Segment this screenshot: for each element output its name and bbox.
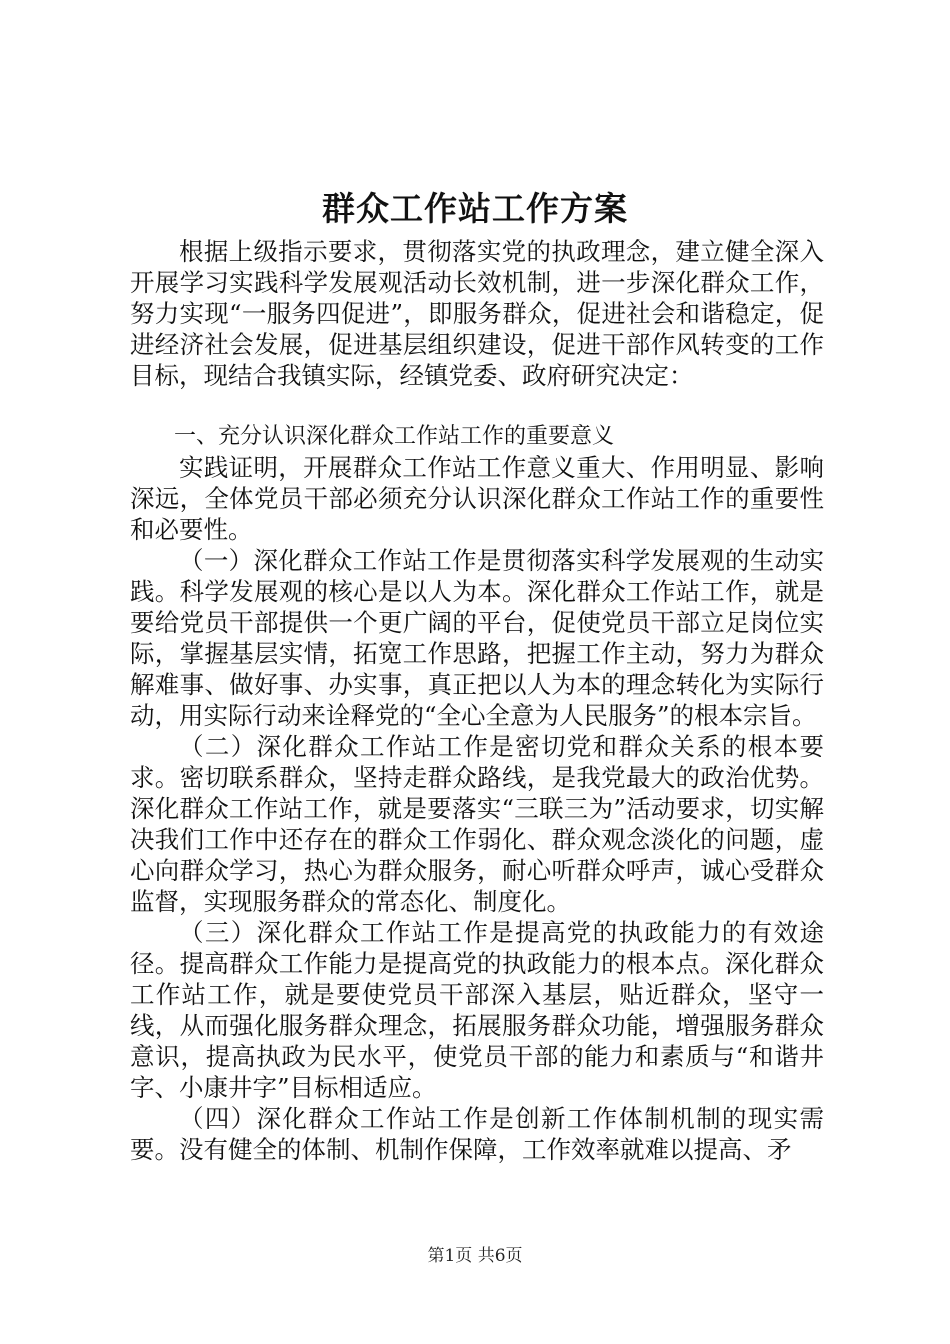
section-heading: 一、充分认识深化群众工作站工作的重要意义 [174, 424, 615, 449]
intro-paragraph: 根据上级指示要求，贯彻落实党的执政理念，建立健全深入开展学习实践科学发展观活动长效机制，进一步深化群众工作，努力实现“一服务四促进”，即服务群众，促进社会和谐稳定，促进经济社会发展，促进基层组织建设，促进干部作风转变的工作目标，现结合我镇实际，经镇党委、政府研究决定： [130, 237, 824, 390]
paragraph-gap [130, 391, 824, 421]
point-one-paragraph: （一）深化群众工作站工作是贯彻落实科学发展观的生动实践。科学发展观的核心是以人为本。深化群众工作站工作，就是要给党员干部提供一个更广阔的平台，促使党员干部立足岗位实际，掌握基层实情，拓宽工作思路，把握工作主动，努力为群众解难事、做好事、办实事，真正把以人为本的理念转化为实际行动，用实际行动来诠释党的“全心全意为人民服务”的根本宗旨。 [130, 546, 824, 730]
section-intro-paragraph: 实践证明，开展群众工作站工作意义重大、作用明显、影响深远，全体党员干部必须充分认识深化群众工作站工作的重要性和必要性。 [130, 453, 824, 544]
point-four-paragraph: （四）深化群众工作站工作是创新工作体制机制的现实需要。没有健全的体制、机制作保障，工作效率就难以提高、矛 [130, 1104, 824, 1164]
document-title: 群众工作站工作方案 [322, 189, 628, 228]
point-three-paragraph: （三）深化群众工作站工作是提高党的执政能力的有效途径。提高群众工作能力是提高党的执政能力的根本点。深化群众工作站工作，就是要使党员干部深入基层，贴近群众，坚守一线，从而强化服务群众理念，拓展服务群众功能，增强服务群众意识，提高执政为民水平，使党员干部的能力和素质与“和谐井字、小康井字”目标相适应。 [130, 918, 824, 1102]
page-number-footer: 第1页 共6页 [427, 1246, 523, 1266]
document-body [130, 236, 824, 1165]
point-two-paragraph: （二）深化群众工作站工作是密切党和群众关系的根本要求。密切联系群众，坚持走群众路线，是我党最大的政治优势。深化群众工作站工作，就是要落实“三联三为”活动要求，切实解决我们工作中还存在的群众工作弱化、群众观念淡化的问题，虚心向群众学习，热心为群众服务，耐心听群众呼声，诚心受群众监督，实现服务群众的常态化、制度化。 [130, 732, 824, 916]
